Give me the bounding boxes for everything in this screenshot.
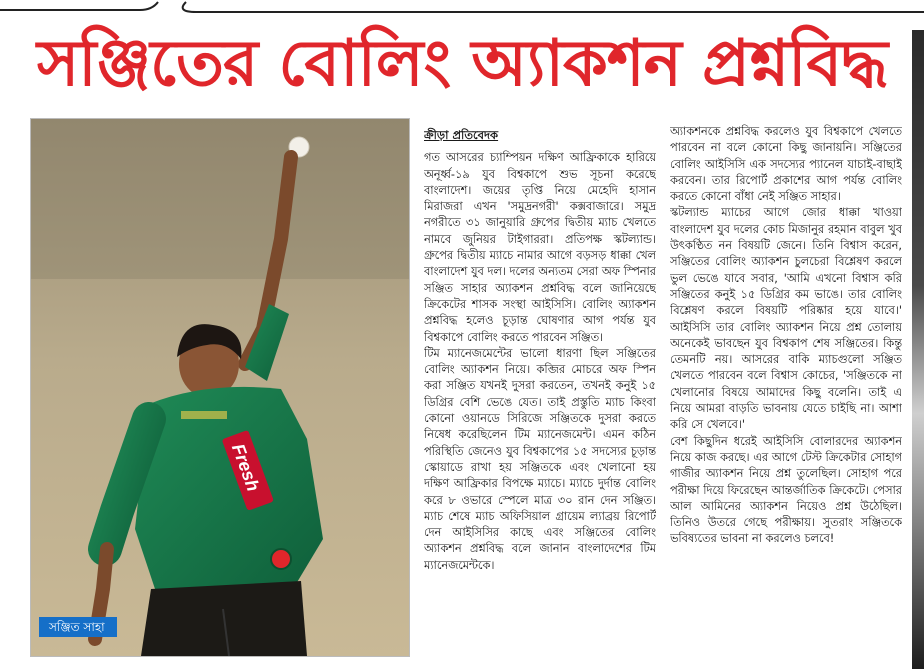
- top-decorative-strip: [0, 0, 924, 14]
- article-paragraph: অ্যাকশনকে প্রশ্নবিদ্ধ করলেও যুব বিশ্বকাপে খেলতে পারবেন না বলে কোনো কিছু জানায়নি। সঞ্জিতের বোলিং আইসিসি এক সদস্যের প্যানেল যাচাই-বাছাই করবেন। তার রিপোর্ট প্রকাশের আগ পর্যন্ত বোলিং করতে কোনো বাঁধা নেই সঞ্জিত সাহার।: [670, 125, 902, 204]
- article-paragraph: বেশ কিছুদিন ধরেই আইসিসি বোলারদের অ্যাকশন নিয়ে কাজ করছে। এর আগে টেস্ট ক্রিকেটার সোহাগ গাজীর অ্যাকশন নিয়ে প্রশ্ন তুলেছিল। সোহাগ পরে পরীক্ষা দিয়ে ফিরেছেন আন্তর্জাতিক ক্রিকেটে। পেসার আল আমিনের অ্যাকশন নিয়েও প্রশ্ন উঠেছিল। তিনিও উতরে গেছে পরীক্ষায়। সুতরাং সঞ্জিতকে ভবিষ্যতের ভাবনা না করলেও চলবে!: [670, 434, 902, 546]
- byline: ক্রীড়া প্রতিবেদক: [424, 128, 499, 142]
- headline: সঞ্জিতের বোলিং অ্যাকশন প্রশ্নবিদ্ধ: [36, 27, 888, 101]
- photo-caption: সঞ্জিত সাহা: [39, 617, 117, 637]
- cricket-player-photo: [30, 118, 410, 657]
- article-paragraph: টিম ম্যানেজমেন্টের ভালো ধারণা ছিল সঞ্জিতের বোলিং অ্যাকশন নিয়ে। কব্জির মোচরে অফ স্পিন করা সঞ্জিত যখনই দুসরা করতেন, তখনই কনুই ১৫ ডিগ্রির বেশি ভেঙে যেত। তাই প্রস্তুতি ম্যাচ কিংবা কোনো ওয়ানডে সিরিজে সঞ্জিতকে দুসরা করতে নিষেধ করেছিলেন টিম ম্যানেজমেন্ট। এমন কঠিন পরিস্থিতি জেনেও যুব বিশ্বকাপের ১৫ সদস্যের চূড়ান্ত স্কোয়াডে রাখা হয় সঞ্জিতকে এবং খেলানো হয় দক্ষিণ আফ্রিকার বিপক্ষে ম্যাচে। ম্যাচে দুর্দান্ত বোলিং করে ৮ ওভারে স্পেলে মাত্র ৩০ রান দেন সঞ্জিত। ম্যাচ শেষে ম্যাচ অফিসিয়াল গ্রায়েম ল্যাব্রয় রিপোর্ট দেন আইসিসির কাছে এবং সঞ্জিতের বোলিং অ্যাকশন প্রশ্নবিদ্ধ বলে জানান বাংলাদেশের টিম ম্যানেজমেন্টকে।: [424, 346, 656, 572]
- adjacent-photo-edge: [912, 30, 924, 669]
- article-column-1: [424, 127, 656, 657]
- article-column-2: [670, 124, 902, 658]
- article-paragraph: স্কটল্যান্ড ম্যাচের আগে জোর ধাক্কা খাওয়া বাংলাদেশ যুব দলের কোচ মিজানুর রহমান বাবুল খুব উৎকণ্ঠিত নন বিষয়টি জেনে। তিনি বিশ্বাস করেন, সঞ্জিতের বোলিং অ্যাকশন চুলচেরা বিশ্লেষণ করলে ভুল ভেঙে যাবে সবার, 'আমি এখনো বিশ্বাস করি সঞ্জিতের কনুই ১৫ ডিগ্রির কম ভাঙে। তার বোলিং বিশ্লেষণ করলে বিষয়টি পরিষ্কার হয়ে যাবে।' আইসিসি তার বোলিং অ্যাকশন নিয়ে প্রশ্ন তোলায় অনেকেই ভাবছেন যুব বিশ্বকাপ শেষ সঞ্জিতের। কিন্তু তেমনটি নয়। আসরের বাকি ম্যাচগুলো সঞ্জিত খেলতে পারবেন বলে বিশ্বাস কোচের, 'সঞ্জিতকে না খেলানোর বিষয়ে আমাদের কিছু বলেনি। তাই এ নিয়ে আমরা বাড়তি ভাবনায় যেতে চাইছি না। আশা করি সে খেলবে।': [670, 206, 902, 432]
- article-paragraph: গত আসরের চ্যাম্পিয়ন দক্ষিণ আফ্রিকাকে হারিয়ে অনূর্ধ্ব-১৯ যুব বিশ্বকাপে শুভ সূচনা করেছে বাংলাদেশ। জয়ের তৃপ্তি নিয়ে মেহেদি হাসান মিরাজরা এখন 'সমুদ্রনগরী' কক্সবাজারে। সমুদ্র নগরীতে ৩১ জানুয়ারি গ্রুপের দ্বিতীয় ম্যাচ খেলতে নামবে জুনিয়র টাইগাররা। প্রতিপক্ষ স্কটল্যান্ড। গ্রুপের দ্বিতীয় ম্যাচে নামার আগে বড়সড় ধাক্কা খেল বাংলাদেশ যুব দল। দলের অন্যতম সেরা অফ স্পিনার সঞ্জিত সাহার অ্যাকশন প্রশ্নবিদ্ধ বলে জানিয়েছে ক্রিকেটের শাসক সংস্থা আইসিসি। বোলিং অ্যাকশন প্রশ্নবিদ্ধ হলেও চূড়ান্ত ঘোষণার আগ পর্যন্ত যুব বিশ্বকাপে বোলিং করতে পারবেন সঞ্জিত।: [424, 151, 656, 344]
- jersey-sponsor-text: Fresh: [227, 440, 264, 494]
